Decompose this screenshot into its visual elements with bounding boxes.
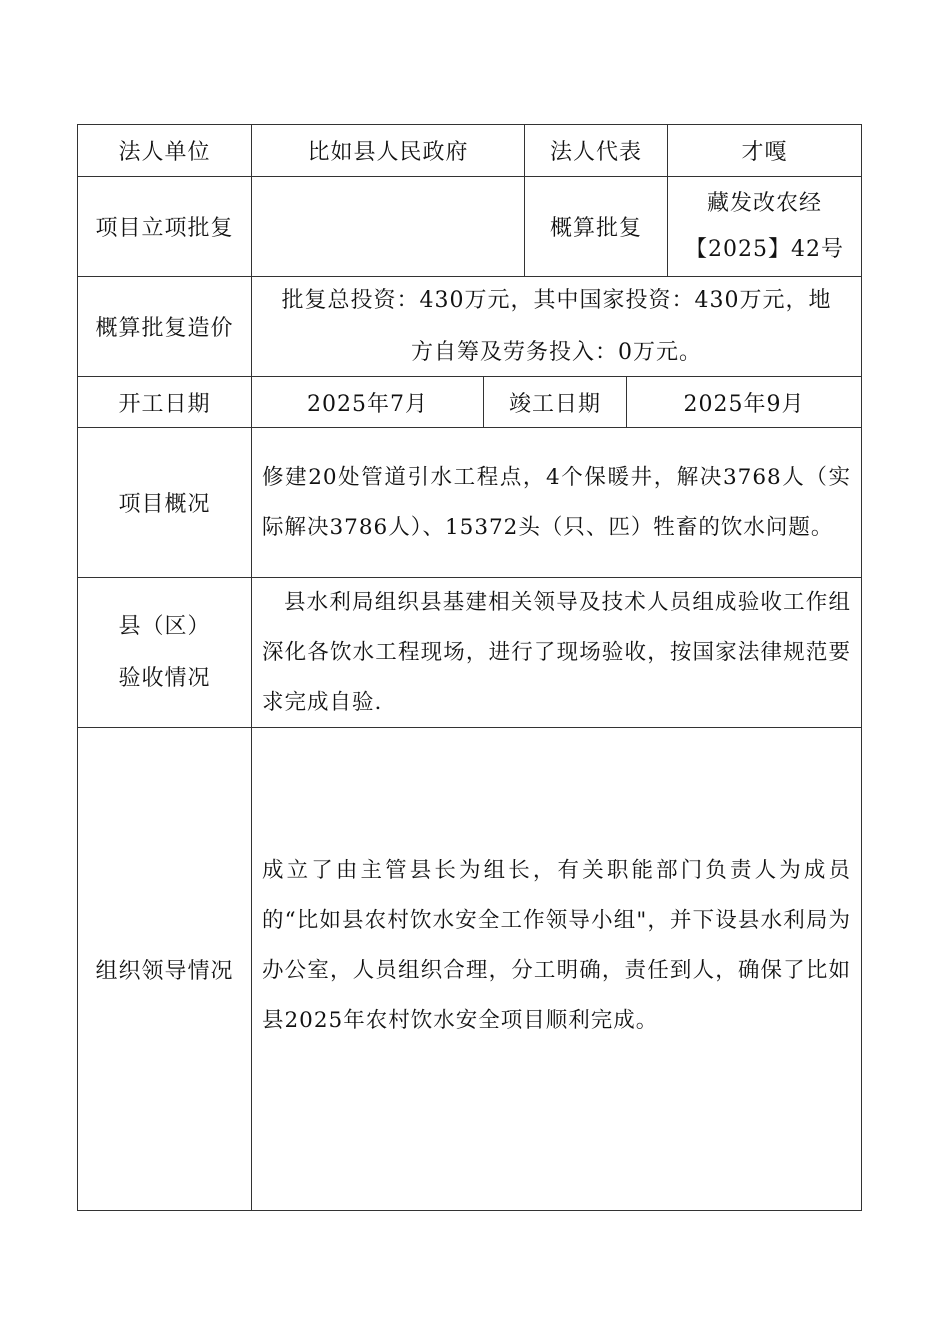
budget-cost-label: 概算批复造价 <box>95 316 234 341</box>
acceptance-label-line2: 验收情况 <box>118 665 211 691</box>
acceptance-paragraph: 县水利局组织县基建相关领导及技术人员组成验收工作组深化各饮水工程现场，进行了现场验收，按国家法律规范要求完成自验. <box>262 589 851 715</box>
budget-approval-line1: 藏发改农经 <box>706 190 822 216</box>
row-approval <box>77 176 862 276</box>
row-leadership <box>77 727 862 1211</box>
row-legal-unit <box>77 124 862 176</box>
row-overview <box>77 427 862 577</box>
overview-text <box>251 428 861 577</box>
acceptance-text <box>251 578 861 727</box>
start-date-value: 2025年7月 <box>251 377 483 427</box>
overview-label: 项目概况 <box>118 492 211 517</box>
legal-rep-value: 才嘎 <box>667 125 861 176</box>
budget-approval-label: 概算批复 <box>524 177 667 276</box>
budget-approval-line2: 【2025】42号 <box>685 236 844 262</box>
acceptance-label <box>78 578 251 727</box>
leadership-paragraph: 成立了由主管县长为组长，有关职能部门负责人为成员的“比如县农村饮水安全工作领导小组"，并下设县水利局为办公室，人员组织合理，分工明确，责任到人，确保了比如县2025年农村饮水安全项目顺利完成。 <box>262 858 851 1033</box>
legal-unit-value: 比如县人民政府 <box>251 125 524 176</box>
end-date-label: 竣工日期 <box>483 377 626 427</box>
row-acceptance <box>77 577 862 727</box>
legal-unit-label: 法人单位 <box>118 140 211 165</box>
end-date-value: 2025年9月 <box>626 377 861 427</box>
approval-value <box>251 177 524 276</box>
row-dates <box>77 376 862 427</box>
acceptance-label-line1: 县（区） <box>118 613 211 639</box>
budget-cost-line1: 批复总投资：430万元，其中国家投资：430万元，地 <box>281 287 832 313</box>
budget-approval-value <box>667 177 861 276</box>
legal-rep-label: 法人代表 <box>524 125 667 176</box>
approval-label: 项目立项批复 <box>95 216 234 241</box>
row-budget-cost <box>77 276 862 376</box>
budget-cost-value <box>251 277 861 376</box>
budget-cost-line2: 方自筹及劳务投入：0万元。 <box>411 339 702 365</box>
overview-paragraph: 修建20处管道引水工程点，4个保暖井，解决3768人（实际解决3786人）、15372头（只、匹）牲畜的饮水问题。 <box>262 464 851 540</box>
leadership-label: 组织领导情况 <box>95 958 234 984</box>
start-date-label: 开工日期 <box>118 391 211 417</box>
leadership-text <box>251 728 861 1210</box>
